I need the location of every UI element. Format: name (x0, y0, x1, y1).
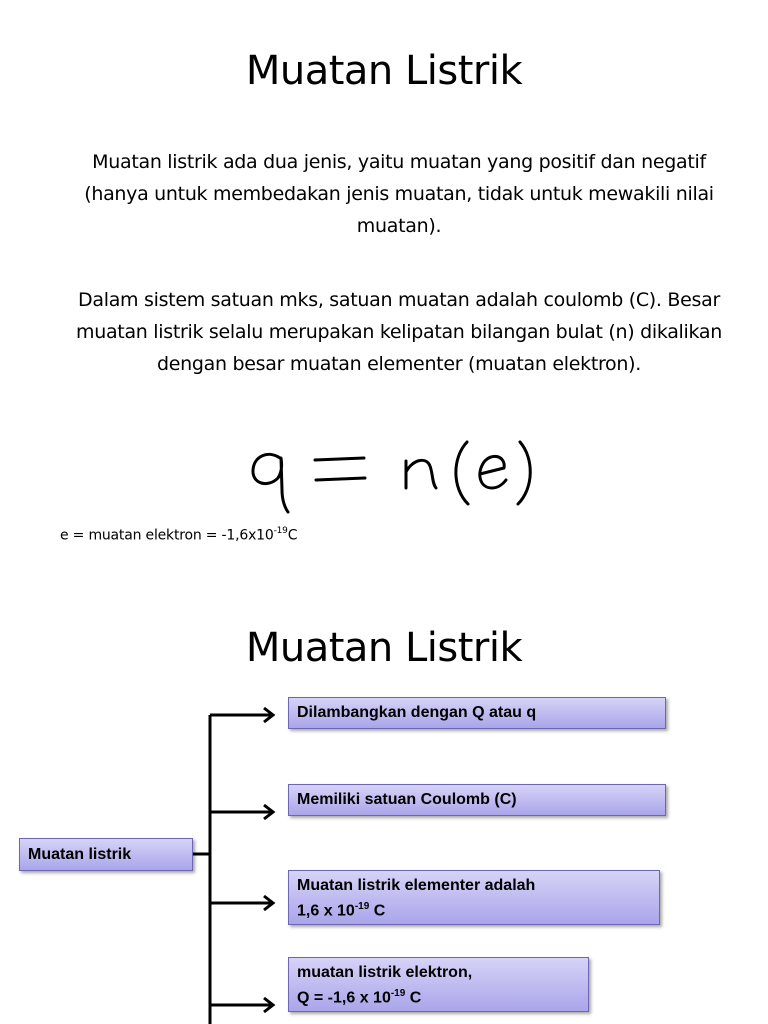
note-exponent: -19 (273, 526, 288, 536)
branch-text: Memiliki satuan Coulomb (C) (297, 791, 517, 808)
branch-box-unit (288, 784, 666, 816)
value-base: 1,6 x 10 (297, 902, 355, 920)
branch-box-elementary-charge (288, 870, 660, 925)
handwritten-formula (230, 428, 540, 518)
branch-box-electron-charge (288, 957, 589, 1012)
value-unit: C (369, 902, 386, 920)
branch-box-symbol (288, 697, 666, 729)
root-box-muatan-listrik: Muatan listrik (19, 838, 193, 871)
paragraph-coulomb-unit: Dalam sistem satuan mks, satuan muatan adalah coulomb (C). Besar muatan listrik selalu merupakan kelipatan bilangan bulat (n) dikalikan dengan besar muatan elementer (muatan elektron). (76, 289, 722, 375)
value-unit: C (405, 989, 422, 1007)
value-base: Q = -1,6 x 10 (297, 989, 391, 1007)
branch-value (297, 896, 651, 921)
note-text: e = muatan elektron = -1,6x10 (60, 527, 274, 544)
branch-text: Muatan listrik elementer adalah (297, 877, 536, 894)
slide-title: Muatan Listrik (245, 625, 523, 671)
value-exponent: -19 (390, 988, 406, 999)
value-exponent: -19 (354, 901, 370, 912)
paragraph-charge-types: Muatan listrik ada dua jenis, yaitu muatan yang positif dan negatif (hanya untuk membedakan jenis muatan, tidak untuk mewakili nilai muatan). (84, 151, 714, 237)
elektron-charge-note (60, 527, 297, 544)
note-unit: C (287, 527, 298, 544)
slide-2 (0, 575, 768, 1024)
branch-text: Dilambangkan dengan Q atau q (297, 704, 537, 721)
branch-value (297, 983, 580, 1008)
slide-title: Muatan Listrik (245, 48, 523, 94)
branch-text: muatan listrik elektron, (297, 964, 473, 981)
